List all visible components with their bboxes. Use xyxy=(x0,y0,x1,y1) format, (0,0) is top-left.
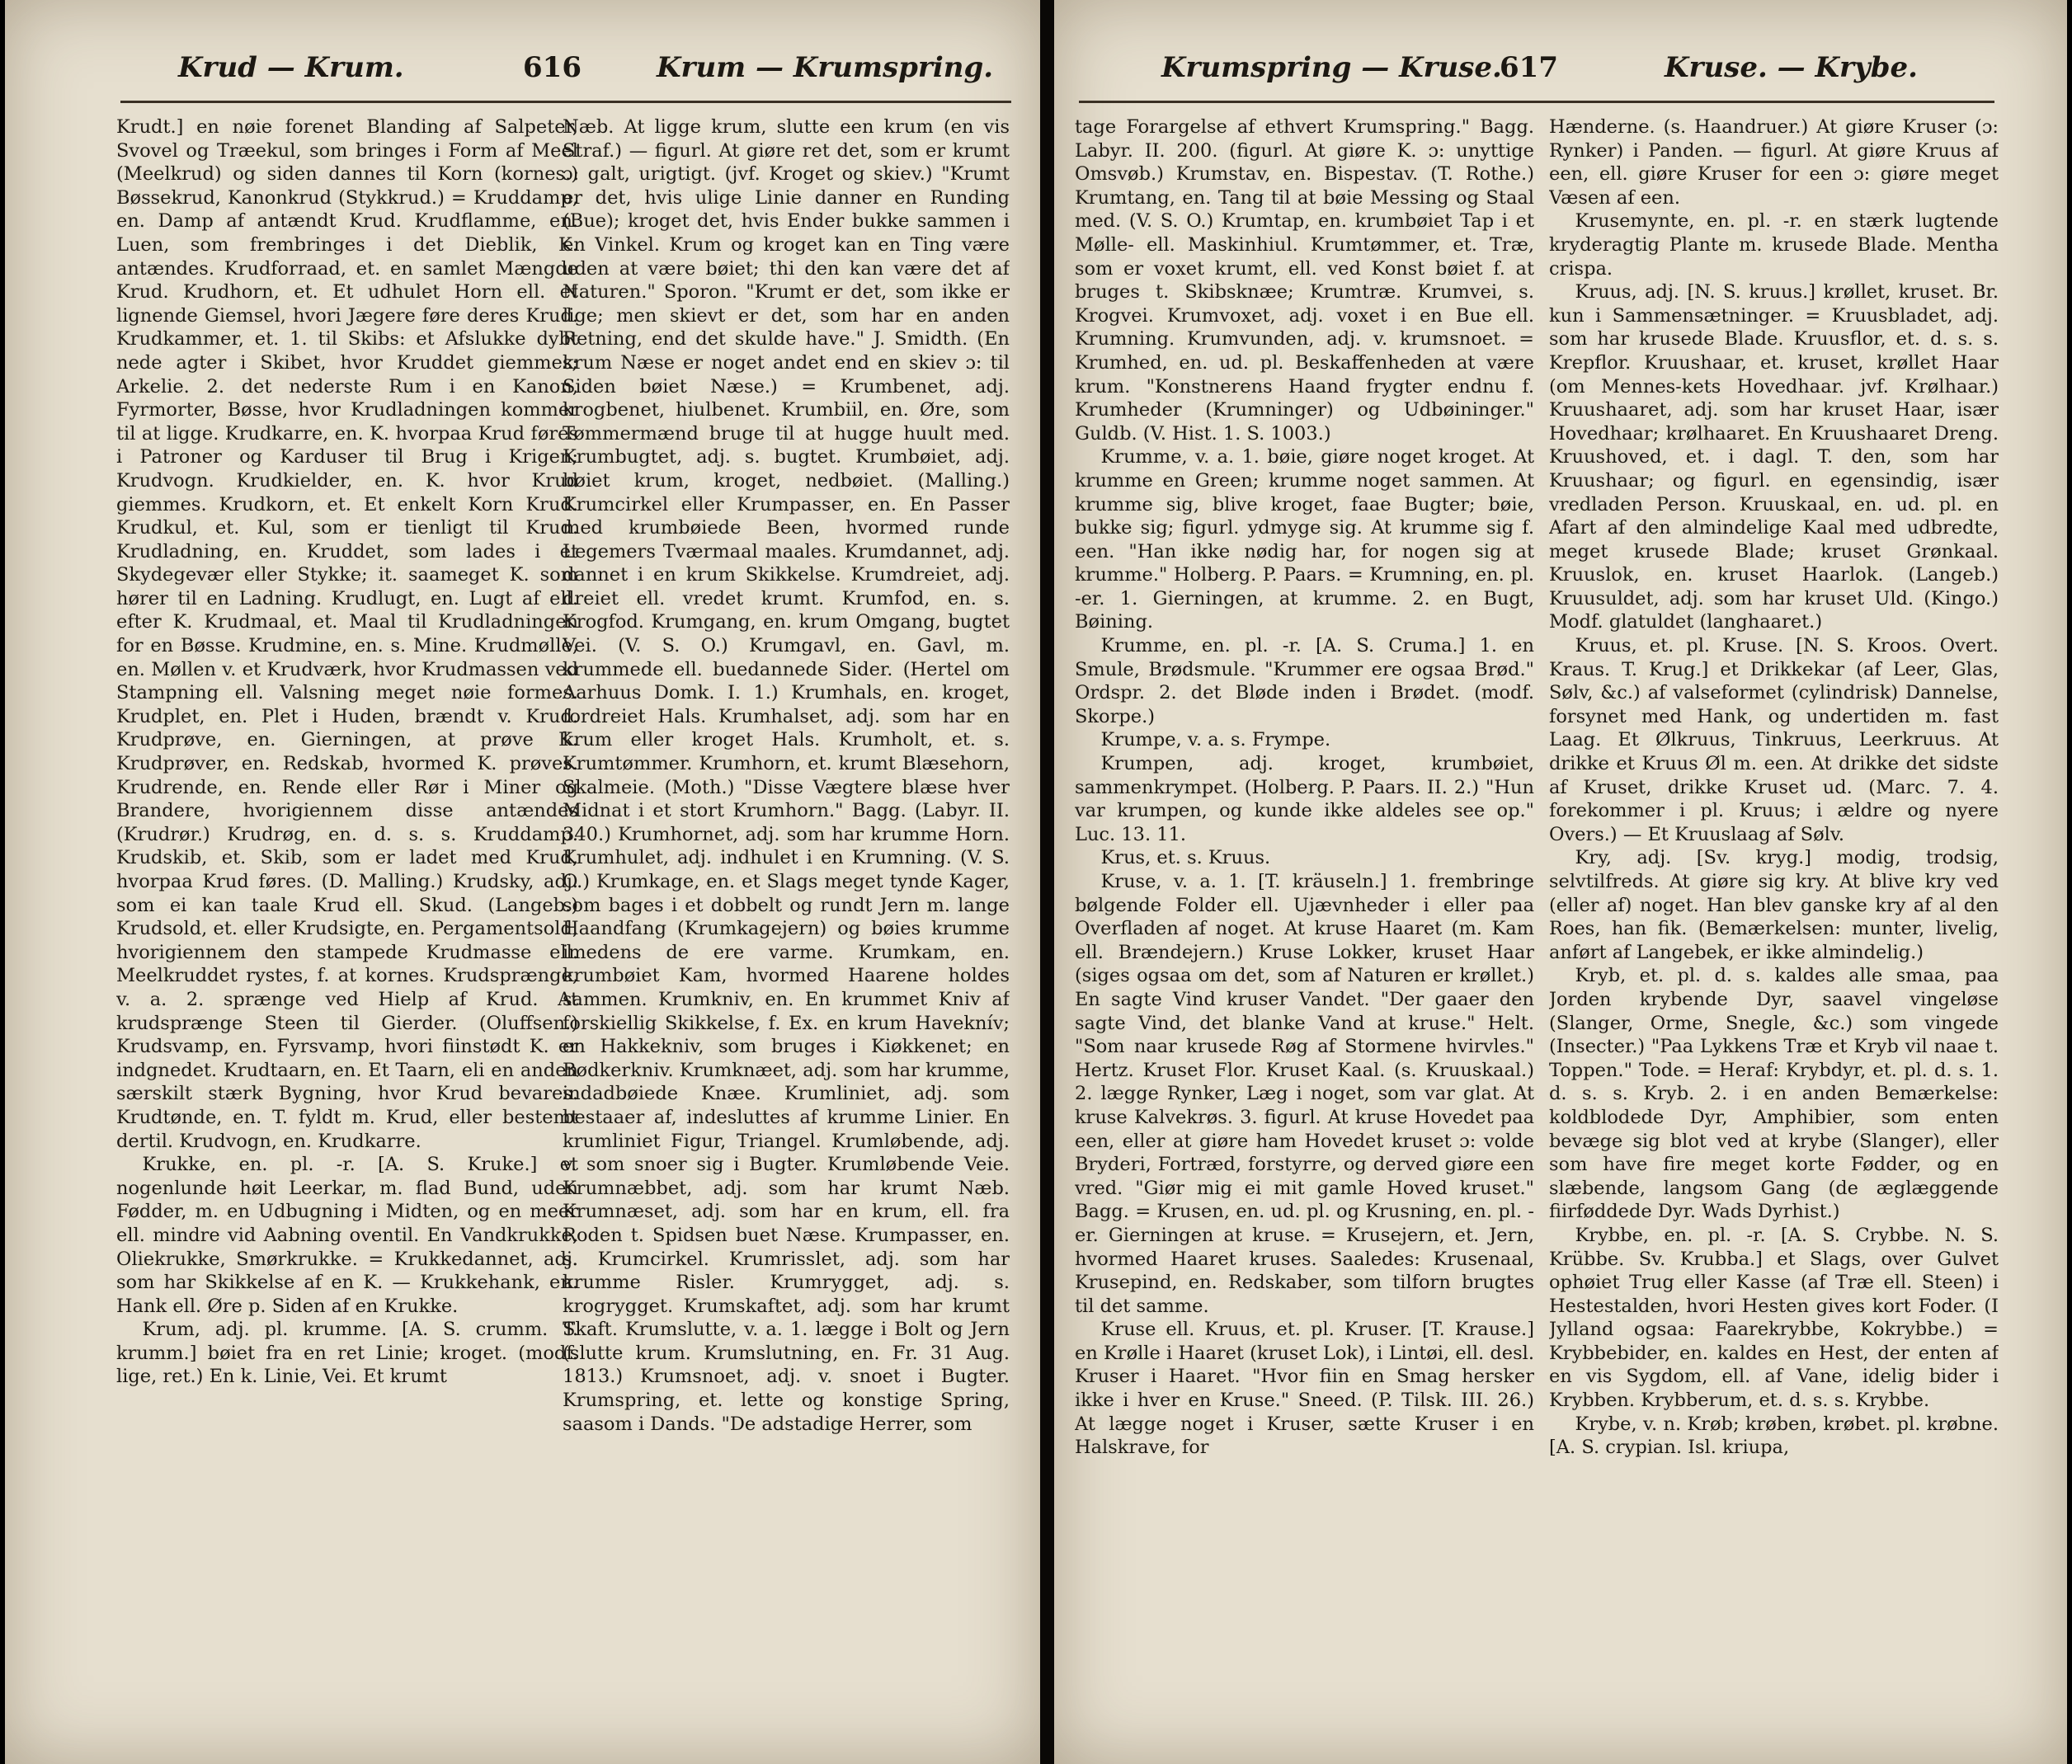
entry-paragraph: Krybe, v. n. Krøb; krøben, krøbet. pl. krøbne. [A. S. crypian. Isl. kriupa, xyxy=(1549,1413,1999,1459)
left-page xyxy=(5,0,1040,1764)
entry-paragraph: Krusemynte, en. pl. -r. en stærk lugtende kryderagtig Plante m. krusede Blade. Mentha crispa. xyxy=(1549,210,1999,280)
entry-paragraph: Kryb, et. pl. d. s. kaldes alle smaa, paa Jorden krybende Dyr, saavel vingeløse (Slanger, Orme, Snegle, &c.) som vingede (Insecter.) "Paa Lykkens Træ et Kryb vil naae t. Toppen." Tode. = Heraf: Krybdyr, et. pl. d. s. 1. d. s. s. Kryb. 2. i en anden Bemærkelse: koldblodede Dyr, Amphibier, som enten bevæge sig blot ved at krybe (Slanger), eller som have fire meget korte Fødder, og en slæbende, langsom Gang (de æglæggende fiirføddede Dyr. Wads Dyrhist.) xyxy=(1549,965,1999,1223)
running-head-right: Kruse. — Krybe. xyxy=(1665,51,1918,84)
text-column-2 xyxy=(1549,115,1999,1723)
text-column-2 xyxy=(563,115,1010,1723)
entry-paragraph: Krumme, en. pl. -r. [A. S. Cruma.] 1. en Smule, Brødsmule. "Krummer ere ogsaa Brød." Ordspr. 2. det Bløde inden i Brødet. (modf. Skorpe.) xyxy=(1075,635,1534,727)
entry-paragraph: Krumpe, v. a. s. Frympe. xyxy=(1100,729,1331,751)
entry-paragraph: Kruse, v. a. 1. [T. kräuseln.] 1. frembringe bølgende Folder ell. Ujævnheder i eller paa Overfladen af noget. At kruse Haaret (m. Kam ell. Brændejern.) Kruse Lokker, kruset Haar (siges ogsaa om det, som af Naturen er krøllet.) En sagte Vind kruser Vandet. "Der gaaer den sagte Vind, det blanke Vand at kruse." Helt. "Som naar krusede Røg af Stormene hvirvles." Hertz. Kruset Flor. Kruset Kaal. (s. Kruuskaal.) 2. lægge Rynker, Læg i noget, som var glat. At kruse Kalvekrøs. 3. figurl. At kruse Hovedet paa een, eller at giøre ham Hovedet kruset ɔ: volde Bryderi, Fortræd, forstyrre, og derved giøre een vred. "Giør mig ei mit gamle Hoved kruset." Bagg. = Krusen, en. ud. pl. og Krusning, en. pl. -er. Gierningen at kruse. = Krusejern, et. Jern, hvormed Haaret kruses. Saaledes: Krusenaal, Krusepind, en. Redskaber, som tilforn brugtes til det samme. xyxy=(1075,871,1534,1317)
running-head xyxy=(5,43,1040,92)
entry-paragraph: Næb. At ligge krum, slutte een krum (en vis Straf.) — figurl. At giøre ret det, som er krumt ɔ: galt, urigtigt. (jvf. Kroget og skiev.) "Krumt er det, hvis ulige Linie danner en Runding (Bue); kroget det, hvis Ender bukke sammen i en Vinkel. Krum og kroget kan en Ting være uden at være bøiet; thi den kan være det af Naturen." Sporon. "Krumt er det, som ikke er lige; men skievt er det, som har en anden Retning, end det skulde have." J. Smidth. (En krum Næse er noget andet end en skiev ɔ: til Siden bøiet Næse.) = Krumbenet, adj. krogbenet, hiulbenet. Krumbiil, en. Øre, som Tømmermænd bruge til at hugge huult med. Krumbugtet, adj. s. bugtet. Krumbøiet, adj. bøiet krum, kroget, nedbøiet. (Malling.) Krumcirkel eller Krumpasser, en. En Passer med krumbøiede Been, hvormed runde Legemers Tværmaal maales. Krumdannet, adj. dannet i en krum Skikkelse. Krumdreiet, adj. dreiet ell. vredet krumt. Krumfod, en. s. Krogfod. Krumgang, en. krum Omgang, bugtet Vei. (V. S. O.) Krumgavl, en. Gavl, m. krummede ell. buedannede Sider. (Hertel om Aarhuus Domk. I. 1.) Krumhals, en. kroget, fordreiet Hals. Krumhalset, adj. som har en krum eller kroget Hals. Krumholt, et. s. Krumtømmer. Krumhorn, et. krumt Blæsehorn, Skalmeie. (Moth.) "Disse Vægtere blæse hver Midnat i et stort Krumhorn." Bagg. (Labyr. II. 340.) Krumhornet, adj. som har krumme Horn. Krumhulet, adj. indhulet i en Krumning. (V. S. O.) Krumkage, en. et Slags meget tynde Kager, som bages i et dobbelt og rundt Jern m. lange Haandfang (Krumkagejern) og bøies krumme imedens de ere varme. Krumkam, en. krumbøiet Kam, hvormed Haarene holdes sammen. Krumkniv, en. En krummet Kniv af forskiellig Skikkelse, f. Ex. en krum Haveknív; en Hakkekniv, som bruges i Kiøkkenet; en Bødkerkniv. Krumknæet, adj. som har krumme, indadbøiede Knæe. Krumliniet, adj. som bestaaer af, indesluttes af krumme Linier. En krumliniet Figur, Triangel. Krumløbende, adj. v. som snoer sig i Bugter. Krumløbende Veie. Krumnæbbet, adj. som har krumt Næb. Krumnæset, adj. som har en krum, ell. fra Roden t. Spidsen buet Næse. Krumpasser, en. s. Krumcirkel. Krumrisslet, adj. som har krumme Risler. Krumrygget, adj. s. krogrygget. Krumskaftet, adj. som har krumt Skaft. Krumslutte, v. a. 1. lægge i Bolt og Jern (slutte krum. Krumslutning, en. Fr. 31 Aug. 1813.) Krumsnoet, adj. v. snoet i Bugter. Krumspring, et. lette og konstige Spring, saasom i Dands. "De adstadige Herrer, som xyxy=(563,116,1010,1435)
entry-paragraph: Krudt.] en nøie forenet Blanding af Salpeter, Svovel og Træekul, som bringes i Form af Meel (Meelkrud) og siden dannes til Korn (kornes.) Bøssekrud, Kanonkrud (Stykkrud.) = Kruddamp, en. Damp af antændt Krud. Krudflamme, en. Luen, som frembringes i det Dieblik, K. antændes. Krudforraad, et. en samlet Mængde Krud. Krudhorn, et. Et udhulet Horn ell. et lignende Giemsel, hvori Jægere føre deres Krud. Krudkammer, et. 1. til Skibs: et Afslukke dybt nede agter i Skibet, hvor Kruddet giemmes; Arkelie. 2. det nederste Rum i en Kanon, Fyrmorter, Bøsse, hvor Krudladningen kommer til at ligge. Krudkarre, en. K. hvorpaa Krud føres i Patroner og Karduser til Brug i Krigen; Krudvogn. Krudkielder, en. K. hvor Krud giemmes. Krudkorn, et. Et enkelt Korn Krud. Krudkul, et. Kul, som er tienligt til Krud. Krudladning, en. Kruddet, som lades i et Skydegevær eller Stykke; it. saameget K. som hører til en Ladning. Krudlugt, en. Lugt af ell. efter K. Krudmaal, et. Maal til Krudladningen for en Bøsse. Krudmine, en. s. Mine. Krudmølle, en. Møllen v. et Krudværk, hvor Krudmassen ved Stampning ell. Valsning meget nøie formes. Krudplet, en. Plet i Huden, brændt v. Krud. Krudprøve, en. Gierningen, at prøve K. Krudprøver, en. Redskab, hvormed K. prøves. Krudrende, en. Rende eller Rør i Miner og Brandere, hvorigiennem disse antændes (Krudrør.) Krudrøg, en. d. s. s. Kruddamp. Krudskib, et. Skib, som er ladet med Krud, hvorpaa Krud føres. (D. Malling.) Krudsky, adj. som ei kan taale Krud ell. Skud. (Langeb.) Krudsold, et. eller Krudsigte, en. Pergamentsold, hvorigiennem den stampede Krudmasse ell. Meelkruddet rystes, f. at kornes. Krudsprænge, v. a. 2. sprænge ved Hielp af Krud. At krudsprænge Steen til Gierder. (Oluffsen.) Krudsvamp, en. Fyrsvamp, hvori fiinstødt K. er indgnedet. Krudtaarn, en. Et Taarn, eli en anden særskilt stærk Bygning, hvor Krud bevares. Krudtønde, en. T. fyldt m. Krud, eller bestemt dertil. Krudvogn, en. Krudkarre. xyxy=(116,116,578,1152)
head-rule xyxy=(1079,101,1994,103)
head-rule xyxy=(120,101,1011,103)
running-head xyxy=(1054,43,2067,92)
book-gutter xyxy=(1040,0,1054,1764)
page-number: 617 xyxy=(1500,51,1558,84)
entry-paragraph: Krumme, v. a. 1. bøie, giøre noget kroget. At krumme en Green; krumme noget sammen. At krumme sig, blive kroget, faae Bugter; bøie, bukke sig; figurl. ydmyge sig. At krumme sig f. een. "Han ikke nødig har, for nogen sig at krumme." Holberg. P. Paars. = Krumning, en. pl. -er. 1. Gierningen, at krumme. 2. en Bugt, Bøining. xyxy=(1075,446,1534,633)
running-head-left: Krud — Krum. xyxy=(178,51,404,84)
entry-paragraph: Kruus, et. pl. Kruse. [N. S. Kroos. Overt. Kraus. T. Krug.] et Drikkekar (af Leer, Glas, Sølv, &c.) af valseformet (cylindrisk) Dannelse, forsynet med Hank, og undertiden m. fast Laag. Et Ølkruus, Tinkruus, Leerkruus. At drikke et Kruus Øl m. een. At drikke det sidste af Kruset, drikke Kruset ud. (Marc. 7. 4. forekommer i pl. Kruus; i ældre og nyere Overs.) — Et Kruuslaag af Sølv. xyxy=(1549,635,1999,845)
text-column-1 xyxy=(1075,115,1534,1723)
entry-paragraph: tage Forargelse af ethvert Krumspring." Bagg. Labyr. II. 200. (figurl. At giøre K. ɔ: unyttige Omsvøb.) Krumstav, en. Bispestav. (T. Rothe.) Krumtang, en. Tang til at bøie Messing og Staal med. (V. S. O.) Krumtap, en. krumbøiet Tap i et Mølle- ell. Maskinhiul. Krumtømmer, et. Træ, som er voxet krumt, ell. ved Konst bøiet f. at bruges t. Skibsknæe; Krumtræ. Krumvei, s. Krogvei. Krumvoxet, adj. voxet i en Bue ell. Krumning. Krumvunden, adj. v. krumsnoet. = Krumhed, en. ud. pl. Beskaffenheden at være krum. "Konstnerens Haand frygter endnu f. Krumheder (Krumninger) og Udbøininger." Guldb. (V. Hist. 1. S. 1003.) xyxy=(1075,116,1534,445)
entry-paragraph: Krukke, en. pl. -r. [A. S. Kruke.] et nogenlunde høit Leerkar, m. flad Bund, uden Fødder, m. en Udbugning i Midten, og en meer ell. mindre vid Aabning oventil. En Vandkrukke, Oliekrukke, Smørkrukke. = Krukkedannet, adj. som har Skikkelse af en K. — Krukkehank, en. Hank ell. Øre p. Siden af en Krukke. xyxy=(116,1154,578,1317)
running-head-left: Krumspring — Kruse. xyxy=(1161,51,1502,84)
running-head-right: Krum — Krumspring. xyxy=(657,51,994,84)
entry-paragraph: Krybbe, en. pl. -r. [A. S. Crybbe. N. S. Krübbe. Sv. Krubba.] et Slags, over Gulvet ophøiet Trug eller Kasse (af Træ ell. Steen) i Hestestalden, hvori Hesten gives kort Foder. (I Jylland ogsaa: Faarekrybbe, Kokrybbe.) = Krybbebider, en. kaldes en Hest, der enten af en vis Sygdom, ell. af Vane, idelig bider i Krybben. Krybberum, et. d. s. s. Krybbe. xyxy=(1549,1224,1999,1412)
entry-paragraph: Kry, adj. [Sv. kryg.] modig, trodsig, selvtilfreds. At giøre sig kry. At blive kry ved (eller af) noget. Han blev ganske kry af al den Roes, han fik. (Bemærkelsen: munter, livelig, anført af Langebek, er ikke almindelig.) xyxy=(1549,847,1999,963)
entry-paragraph: Krus, et. s. Kruus. xyxy=(1100,847,1271,869)
entry-paragraph: Hænderne. (s. Haandruer.) At giøre Kruser (ɔ: Rynker) i Panden. — figurl. At giøre Kruus af een, ell. giøre Kruser for een ɔ: giøre meget Væsen af een. xyxy=(1549,116,1999,209)
entry-paragraph: Krum, adj. pl. krumme. [A. S. crumm. T. krumm.] bøiet fra en ret Linie; kroget. (modf. lige, ret.) En k. Linie, Vei. Et krumt xyxy=(116,1319,578,1388)
right-page xyxy=(1054,0,2067,1764)
text-column-1 xyxy=(116,115,578,1723)
entry-paragraph: Krumpen, adj. kroget, krumbøiet, sammenkrympet. (Holberg. P. Paars. II. 2.) "Hun var krumpen, og kunde ikke aldeles see op." Luc. 13. 11. xyxy=(1075,753,1534,845)
entry-paragraph: Kruse ell. Kruus, et. pl. Kruser. [T. Krause.] en Krølle i Haaret (kruset Lok), i Lintøi, ell. desl. Kruser i Haaret. "Hvor fiin en Smag hersker ikke i hver en Kruse." Sneed. (P. Tilsk. III. 26.) At lægge noget i Kruser, sætte Kruser i en Halskrave, for xyxy=(1075,1319,1534,1459)
page-number: 616 xyxy=(523,51,582,84)
entry-paragraph: Kruus, adj. [N. S. kruus.] krøllet, kruset. Br. kun i Sammensætninger. = Kruusbladet, adj. som har krusede Blade. Kruusflor, et. d. s. s. Krepflor. Kruushaar, et. kruset, krøllet Haar (om Mennes-kets Hovedhaar. jvf. Krølhaar.) Kruushaaret, adj. som har kruset Haar, især Hovedhaar; krølhaaret. En Kruushaaret Dreng. Kruushoved, et. i dagl. T. den, som har Kruushaar; og figurl. en egensindig, især vredladen Person. Kruuskaal, en. ud. pl. en Afart af den almindelige Kaal med udbredte, meget krusede Blade; kruset Grønkaal. Kruuslok, en. kruset Haarlok. (Langeb.) Kruusuldet, adj. som har kruset Uld. (Kingo.) Modf. glatuldet (langhaaret.) xyxy=(1549,281,1999,633)
